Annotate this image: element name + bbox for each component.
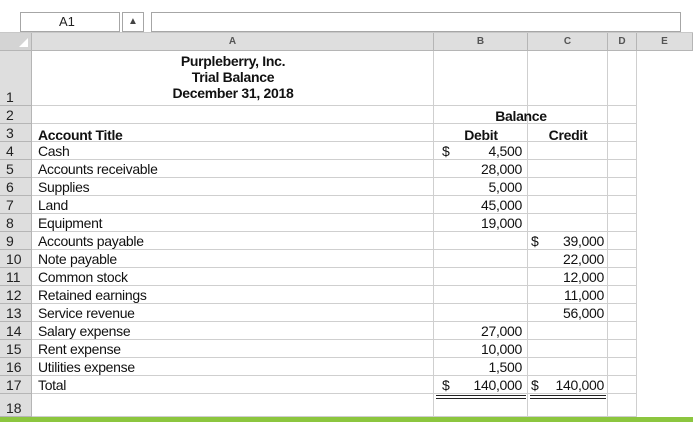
row-number: 11 (6, 269, 21, 285)
credit-dollar-sign: $ (531, 233, 539, 249)
debit-total-double-underline (436, 395, 526, 399)
credit-dollar-sign: $ (531, 377, 539, 393)
row-number: 10 (6, 251, 22, 267)
account-name: Salary expense (38, 323, 131, 339)
row-number: 8 (6, 215, 14, 231)
account-name: Service revenue (38, 305, 135, 321)
row-header-5[interactable] (0, 160, 32, 178)
gridline (32, 357, 637, 358)
select-all-icon (19, 38, 28, 47)
debit-amount: 10,000 (480, 341, 522, 357)
row-header-2[interactable] (0, 106, 32, 124)
credit-header: Credit (548, 127, 588, 143)
row-number: 7 (6, 197, 14, 213)
balance-header: Balance (495, 108, 547, 124)
debit-amount: 28,000 (480, 161, 522, 177)
row-header-8[interactable] (0, 214, 32, 232)
row-header-7[interactable] (0, 196, 32, 214)
account-name: Rent expense (38, 341, 121, 357)
gridline (32, 321, 637, 322)
row-number: 13 (6, 305, 22, 321)
account-name: Utilities expense (38, 359, 135, 375)
row-header-13[interactable] (0, 304, 32, 322)
credit-amount: 11,000 (564, 287, 604, 303)
bottom-accent-bar (0, 417, 693, 422)
debit-amount: 4,500 (488, 143, 522, 159)
debit-dollar-sign: $ (442, 143, 450, 159)
row-number: 6 (6, 179, 14, 195)
row-number: 12 (6, 287, 22, 303)
row-number: 5 (6, 161, 14, 177)
account-name: Accounts receivable (38, 161, 158, 177)
row-header-17[interactable] (0, 376, 32, 394)
credit-amount: 140,000 (555, 377, 604, 393)
row-header-6[interactable] (0, 178, 32, 196)
gridline (636, 51, 637, 417)
column-header-a[interactable]: A (32, 33, 434, 51)
account-name: Common stock (38, 269, 128, 285)
gridline (32, 195, 637, 196)
column-header-c[interactable]: C (528, 33, 608, 51)
gridline (32, 285, 637, 286)
statement-name: Trial Balance (191, 69, 275, 85)
row-header-9[interactable] (0, 232, 32, 250)
debit-amount: 1,500 (488, 359, 522, 375)
column-header-d[interactable]: D (608, 33, 637, 51)
credit-total-double-underline (530, 395, 606, 399)
credit-amount: 56,000 (562, 305, 604, 321)
row-number: 17 (6, 377, 22, 393)
row-header-4[interactable] (0, 142, 32, 160)
credit-amount: 12,000 (562, 269, 604, 285)
account-name: Equipment (38, 215, 103, 231)
debit-amount: 19,000 (480, 215, 522, 231)
row-header-1[interactable] (0, 51, 32, 106)
gridline (32, 375, 637, 376)
debit-amount: 140,000 (473, 377, 522, 393)
debit-amount: 5,000 (488, 179, 522, 195)
formula-bar (0, 0, 693, 33)
account-name: Supplies (38, 179, 90, 195)
row-header-11[interactable] (0, 268, 32, 286)
account-name: Land (38, 197, 68, 213)
row-header-18[interactable] (0, 394, 32, 417)
account-name: Total (38, 377, 67, 393)
row-number: 3 (6, 125, 14, 141)
row-number: 15 (6, 341, 22, 357)
column-header-e[interactable]: E (637, 33, 693, 51)
gridline (32, 105, 637, 106)
debit-amount: 27,000 (480, 323, 522, 339)
row-number: 16 (6, 359, 22, 375)
row-header-12[interactable] (0, 286, 32, 304)
credit-amount: 22,000 (562, 251, 604, 267)
formula-input[interactable] (151, 12, 681, 32)
row-header-15[interactable] (0, 340, 32, 358)
gridline (32, 393, 637, 394)
row-header-3[interactable] (0, 124, 32, 142)
gridline (32, 267, 637, 268)
gridline (32, 339, 637, 340)
row-header-14[interactable] (0, 322, 32, 340)
row-number: 2 (6, 107, 14, 123)
select-all-corner[interactable] (0, 33, 32, 51)
account-name: Retained earnings (38, 287, 147, 303)
credit-amount: 39,000 (562, 233, 604, 249)
column-header-b[interactable]: B (434, 33, 528, 51)
account-name: Accounts payable (38, 233, 144, 249)
name-box-spinner-icon[interactable]: ▲ (122, 12, 144, 32)
gridline (32, 303, 637, 304)
row-number: 1 (6, 89, 14, 105)
account-title-header: Account Title (38, 127, 123, 143)
row-number: 18 (6, 400, 22, 416)
row-header-10[interactable] (0, 250, 32, 268)
account-name: Note payable (38, 251, 117, 267)
row-number: 4 (6, 143, 14, 159)
gridline (32, 249, 637, 250)
row-number: 9 (6, 233, 14, 249)
title-block (32, 53, 434, 101)
gridline (607, 51, 608, 417)
debit-amount: 45,000 (480, 197, 522, 213)
row-header-16[interactable] (0, 358, 32, 376)
company-name: Purpleberry, Inc. (180, 53, 286, 69)
name-box[interactable]: A1 (20, 12, 120, 32)
spreadsheet-grid (0, 33, 693, 417)
row-number: 14 (6, 323, 22, 339)
gridline (32, 213, 637, 214)
debit-header: Debit (464, 127, 498, 143)
debit-dollar-sign: $ (442, 377, 450, 393)
gridline (32, 177, 637, 178)
gridline (32, 159, 637, 160)
gridline (32, 231, 637, 232)
account-name: Cash (38, 143, 70, 159)
statement-date: December 31, 2018 (172, 85, 294, 101)
